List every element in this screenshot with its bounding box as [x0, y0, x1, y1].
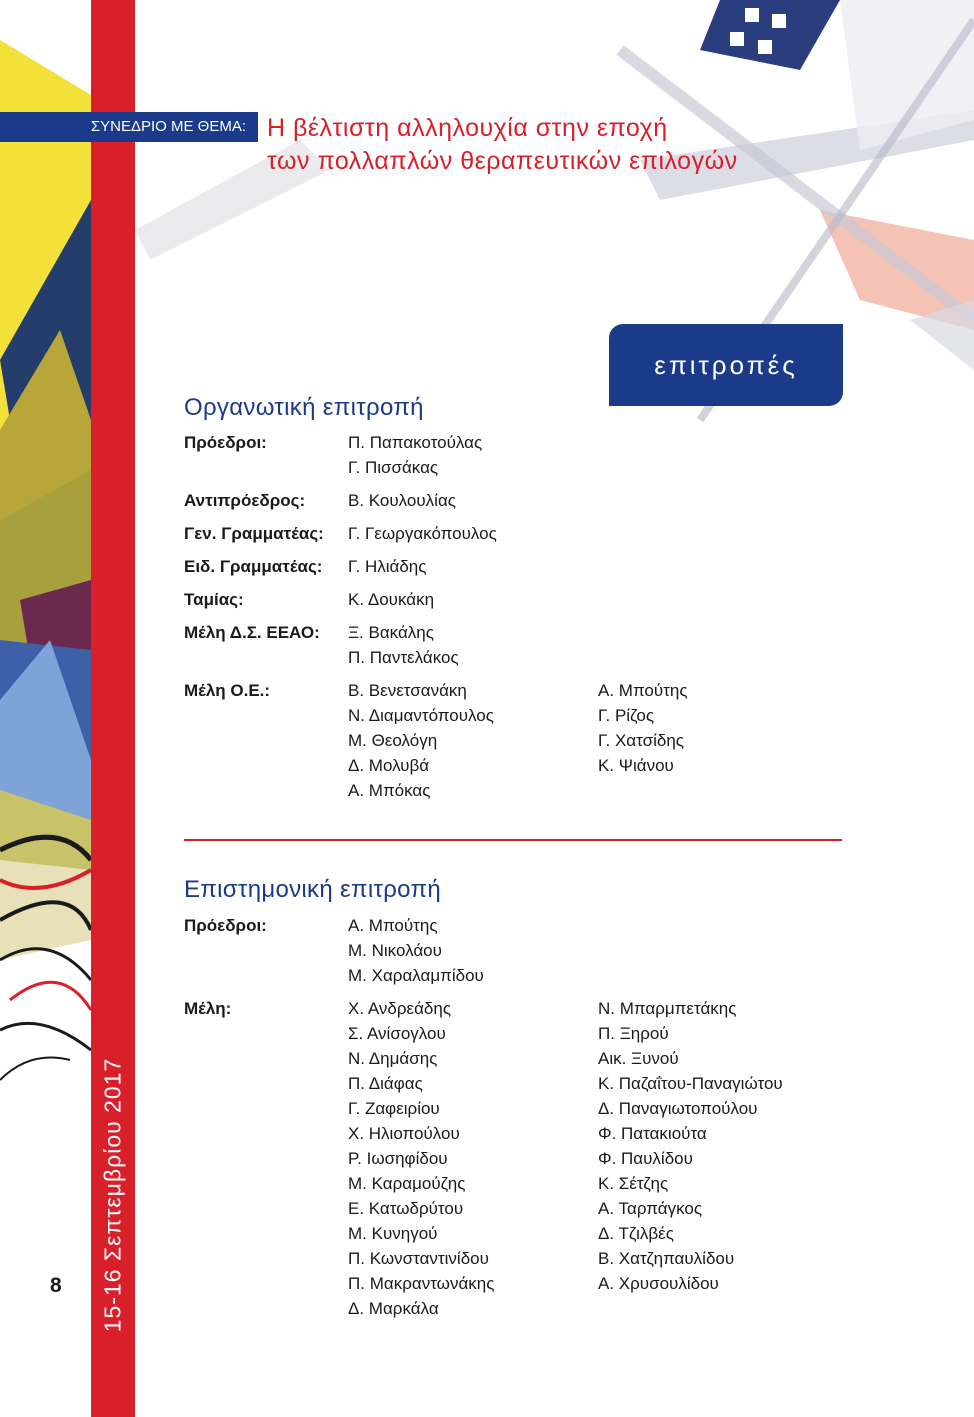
names-column: [348, 521, 598, 546]
member-name: Κ. Σέτζης: [598, 1174, 669, 1193]
member-name: Π. Παντελάκος: [348, 648, 459, 667]
names-column: [348, 913, 598, 988]
member-name: Φ. Πατακιούτα: [598, 1124, 707, 1143]
member-name: Δ. Τζιλβές: [598, 1224, 674, 1243]
member-name: Γ. Πισσάκας: [348, 458, 439, 477]
member-name: Κ. Παζαΐτου-Παναγιώτου: [598, 1074, 783, 1093]
scientific-committee-heading: Επιστημονική επιτροπή: [184, 876, 441, 903]
page-number: 8: [50, 1274, 62, 1297]
member-name: Ν. Δημάσης: [348, 1049, 438, 1068]
organizing-committee-list: [184, 430, 864, 811]
member-name: Β. Κουλουλίας: [348, 491, 456, 510]
names-column: [348, 996, 598, 1321]
member-name: Μ. Θεολόγη: [348, 731, 438, 750]
member-name: Σ. Ανίσογλου: [348, 1024, 446, 1043]
member-name: Κ. Δουκάκη: [348, 590, 435, 609]
member-name: Μ. Χαραλαμπίδου: [348, 966, 484, 985]
member-name: Κ. Ψιάνου: [598, 756, 674, 775]
member-name: Μ. Νικολάου: [348, 941, 442, 960]
member-name: Β. Βενετσανάκη: [348, 681, 467, 700]
member-name: Χ. Ανδρεάδης: [348, 999, 452, 1018]
conference-date: 15-16 Σεπτεμβρίου 2017: [99, 1057, 126, 1333]
section-tab-committees: επιτροπές: [609, 324, 843, 406]
role-label: Γεν. Γραμματέας:: [184, 524, 324, 543]
theme-label: ΣΥΝΕΔΡΙΟ ΜΕ ΘΕΜΑ:: [90, 118, 246, 135]
member-name: Β. Χατζηπαυλίδου: [598, 1249, 735, 1268]
role-label: Μέλη Δ.Σ. ΕΕΑΟ:: [184, 623, 320, 642]
committee-role-row: [184, 996, 864, 1321]
theme-banner: [0, 112, 258, 142]
committee-role-row: [184, 913, 864, 988]
role-label: Ταμίας:: [184, 590, 244, 609]
committee-role-row: [184, 521, 864, 546]
names-column: [348, 620, 598, 670]
member-name: Γ. Γεωργακόπουλος: [348, 524, 497, 543]
names-column-second: [598, 996, 848, 1321]
member-name: Μ. Κυνηγού: [348, 1224, 438, 1243]
member-name: Π. Κωνσταντινίδου: [348, 1249, 489, 1268]
committee-role-row: [184, 678, 864, 803]
names-column: [348, 430, 598, 480]
member-name: Χ. Ηλιοπούλου: [348, 1124, 460, 1143]
title-line-1: Η βέλτιστη αλληλουχία στην εποχή: [267, 114, 668, 142]
section-divider: [184, 839, 842, 841]
member-name: Ξ. Βακάλης: [348, 623, 434, 642]
role-label: Πρόεδροι:: [184, 433, 267, 452]
member-name: Γ. Χατσίδης: [598, 731, 684, 750]
member-name: Δ. Παναγιωτοπούλου: [598, 1099, 758, 1118]
member-name: Α. Ταρπάγκος: [598, 1199, 703, 1218]
member-name: Α. Μπόκας: [348, 781, 431, 800]
conference-title: [267, 112, 738, 178]
names-column: [348, 678, 598, 803]
role-label: Μέλη Ο.Ε.:: [184, 681, 271, 700]
member-name: Π. Διάφας: [348, 1074, 423, 1093]
role-label: Ειδ. Γραμματέας:: [184, 557, 323, 576]
member-name: Α. Χρυσουλίδου: [598, 1274, 719, 1293]
committee-role-row: [184, 587, 864, 612]
names-column-second: [598, 678, 848, 803]
member-name: Ν. Διαμαντόπουλος: [348, 706, 494, 725]
member-name: Δ. Μαρκάλα: [348, 1299, 439, 1318]
committee-role-row: [184, 488, 864, 513]
member-name: Γ. Ρίζος: [598, 706, 655, 725]
member-name: Γ. Ηλιάδης: [348, 557, 427, 576]
member-name: Δ. Μολυβά: [348, 756, 430, 775]
organizing-committee-heading: Οργανωτική επιτροπή: [184, 394, 424, 421]
title-line-2: των πολλαπλών θεραπευτικών επιλογών: [267, 147, 738, 175]
member-name: Ν. Μπαρμπετάκης: [598, 999, 737, 1018]
role-label: Αντιπρόεδρος:: [184, 491, 306, 510]
committee-role-row: [184, 620, 864, 670]
names-column: [348, 488, 598, 513]
committee-role-row: [184, 430, 864, 480]
member-name: Π. Παπακοτούλας: [348, 433, 483, 452]
names-column: [348, 587, 598, 612]
member-name: Μ. Καραμούζης: [348, 1174, 466, 1193]
member-name: Ρ. Ιωσηφίδου: [348, 1149, 448, 1168]
scientific-committee-list: [184, 913, 864, 1329]
member-name: Φ. Παυλίδου: [598, 1149, 693, 1168]
member-name: Π. Ξηρού: [598, 1024, 669, 1043]
member-name: Αικ. Ξυνού: [598, 1049, 679, 1068]
member-name: Γ. Ζαφειρίου: [348, 1099, 440, 1118]
role-label: Μέλη:: [184, 999, 232, 1018]
committee-role-row: [184, 554, 864, 579]
member-name: Α. Μπούτης: [348, 916, 438, 935]
member-name: Ε. Κατωδρύτου: [348, 1199, 464, 1218]
role-label: Πρόεδροι:: [184, 916, 267, 935]
member-name: Π. Μακραντωνάκης: [348, 1274, 495, 1293]
member-name: Α. Μπούτης: [598, 681, 688, 700]
names-column: [348, 554, 598, 579]
